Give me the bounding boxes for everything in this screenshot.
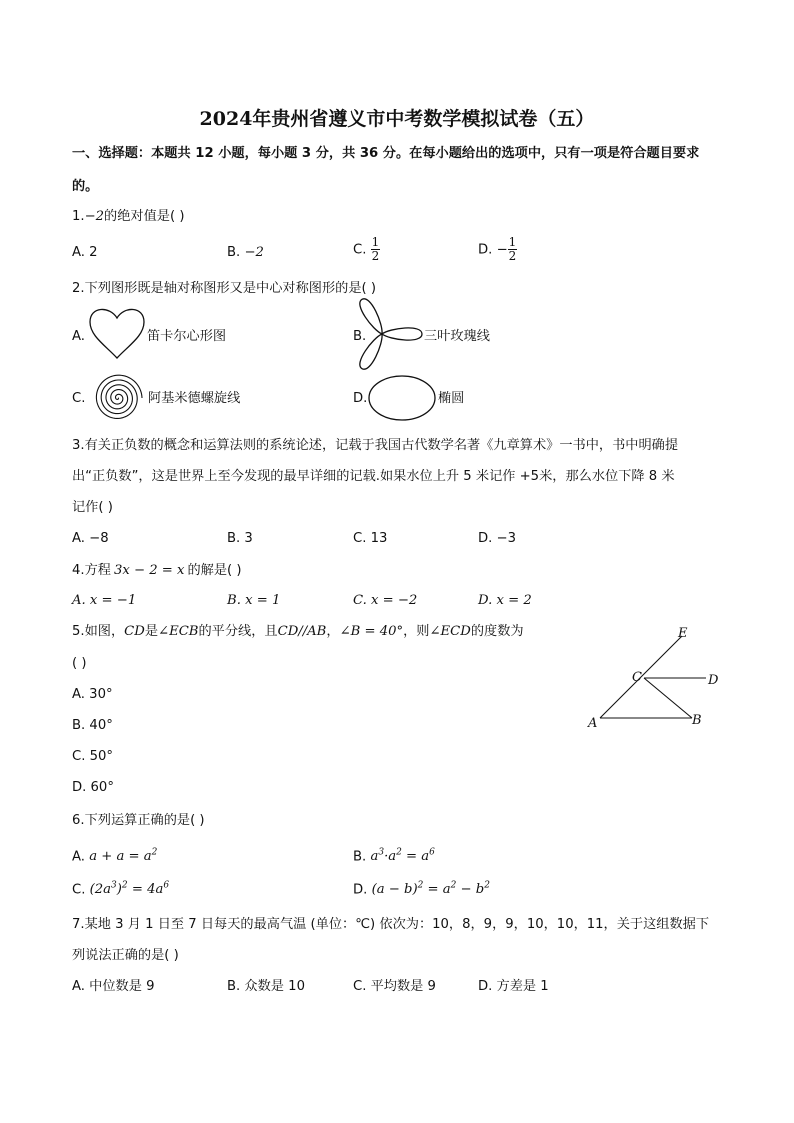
q1-option-a[interactable]: A. 2: [72, 245, 98, 260]
q6-option-d[interactable]: D. $(a - b)^2 = a^2 - b^2$: [353, 881, 490, 898]
q7-option-d[interactable]: D. 方差是 1: [478, 979, 549, 994]
q6-option-a[interactable]: A. $a + a = a^2$: [72, 848, 158, 865]
q1-option-b-math: −2: [244, 245, 264, 260]
q7-option-a[interactable]: A. 中位数是 9: [72, 979, 155, 994]
q2-option-c-text: 阿基米德螺旋线: [148, 391, 241, 406]
question-1-stem: [72, 208, 184, 226]
q2-option-a-text: 笛卡尔心形图: [147, 329, 227, 344]
question-6-stem: 6.下列运算正确的是( ): [72, 813, 205, 828]
q6-option-b[interactable]: B. $a^3\cdot a^2 = a^6$: [353, 848, 435, 865]
q3-option-b[interactable]: B. 3: [227, 531, 253, 546]
q4-suffix: 的解是( ): [187, 563, 242, 578]
q3-option-d[interactable]: D. −3: [478, 531, 516, 546]
line-c-to-b: [644, 678, 692, 718]
q5-option-c[interactable]: C. 50°: [72, 749, 113, 764]
question-3-line1: 3.有关正负数的概念和运算法则的系统论述，记载于我国古代数学名著《九章算术》一书中，书中明确提: [72, 438, 679, 453]
q2-option-a-label[interactable]: A.: [72, 329, 85, 344]
q2-option-d-text: 椭圆: [438, 391, 465, 406]
heart-curve-icon: [88, 304, 146, 360]
ellipse-icon: [368, 374, 436, 422]
q4-equation: 3x − 2 = x: [113, 563, 185, 578]
q1-option-b-label: B.: [227, 245, 241, 260]
q2-option-b-label[interactable]: B.: [353, 329, 367, 344]
question-7-line1: 7.某地 3 月 1 日至 7 日每天的最高气温 (单位：℃) 依次为：10，8，9，9，10，10，11，关于这组数据下: [72, 917, 710, 932]
q4-prefix: 4.方程: [72, 563, 111, 578]
label-d: D: [708, 673, 719, 688]
q4-option-b[interactable]: B. x = 1: [227, 593, 281, 608]
q1-option-d[interactable]: [478, 236, 517, 263]
q1-option-c-label: C.: [353, 242, 367, 258]
q1-option-c[interactable]: [353, 236, 380, 263]
q6-option-c[interactable]: C. $(2a^3)^2 = 4a^6$: [72, 881, 170, 898]
q1-option-b[interactable]: [227, 244, 264, 262]
question-3-line3: 记作( ): [72, 500, 113, 515]
q1-option-d-sign: −: [496, 242, 508, 258]
q4-option-d[interactable]: D. x = 2: [478, 593, 532, 608]
q1-suffix: 的绝对值是( ): [104, 209, 185, 224]
question-4-stem: [72, 562, 242, 580]
q1-math: −2: [84, 209, 105, 224]
q5-option-b[interactable]: B. 40°: [72, 718, 113, 733]
q2-option-d-label[interactable]: D.: [353, 391, 368, 406]
section-heading-line1: 一、选择题：本题共 12 小题，每小题 3 分，共 36 分。在每小题给出的选项中，只有一项是符合题目要求: [72, 146, 700, 161]
page-title: 2024年贵州省遵义市中考数学模拟试卷（五）: [199, 108, 595, 130]
q5-geometry-figure: [584, 622, 724, 734]
label-b: B: [692, 713, 702, 728]
archimedean-spiral-icon: [92, 372, 144, 424]
q7-option-c[interactable]: C. 平均数是 9: [353, 979, 436, 994]
q5-option-d[interactable]: D. 60°: [72, 780, 114, 795]
section-heading-line2: 的。: [72, 179, 99, 194]
q2-option-b-text: 三叶玫瑰线: [424, 329, 490, 344]
q1-number: 1.: [72, 209, 85, 224]
q1-option-c-fraction: $\frac{1}{2}$: [371, 235, 380, 263]
q3-option-c[interactable]: C. 13: [353, 531, 388, 546]
q4-option-a[interactable]: A. x = −1: [72, 593, 137, 608]
question-2-stem: 2.下列图形既是轴对称图形又是中心对称图形的是( ): [72, 281, 376, 296]
label-a: A: [588, 716, 598, 731]
q2-option-c-label[interactable]: C.: [72, 391, 86, 406]
q4-option-c[interactable]: C. x = −2: [353, 593, 418, 608]
three-leaf-rose-icon: [366, 304, 424, 364]
q1-option-d-label: D.: [478, 242, 493, 258]
q5-option-a[interactable]: A. 30°: [72, 687, 113, 702]
q7-option-b[interactable]: B. 众数是 10: [227, 979, 305, 994]
label-c: C: [632, 670, 642, 685]
question-3-line2: 出“正负数”，这是世界上至今发现的最早详细的记载.如果水位上升 5 米记作 +5米，那么水位下降 8 米: [72, 469, 675, 484]
question-7-line2: 列说法正确的是( ): [72, 948, 179, 963]
q1-option-d-fraction: $\frac{1}{2}$: [508, 235, 517, 263]
question-5-line2: ( ): [72, 656, 87, 671]
question-5-line1: 5.如图，CD是∠ECB的平分线，且CD//AB，∠B = 40°，则∠ECD的度数为: [72, 624, 524, 639]
q3-option-a[interactable]: A. −8: [72, 531, 109, 546]
label-e: E: [678, 626, 688, 641]
